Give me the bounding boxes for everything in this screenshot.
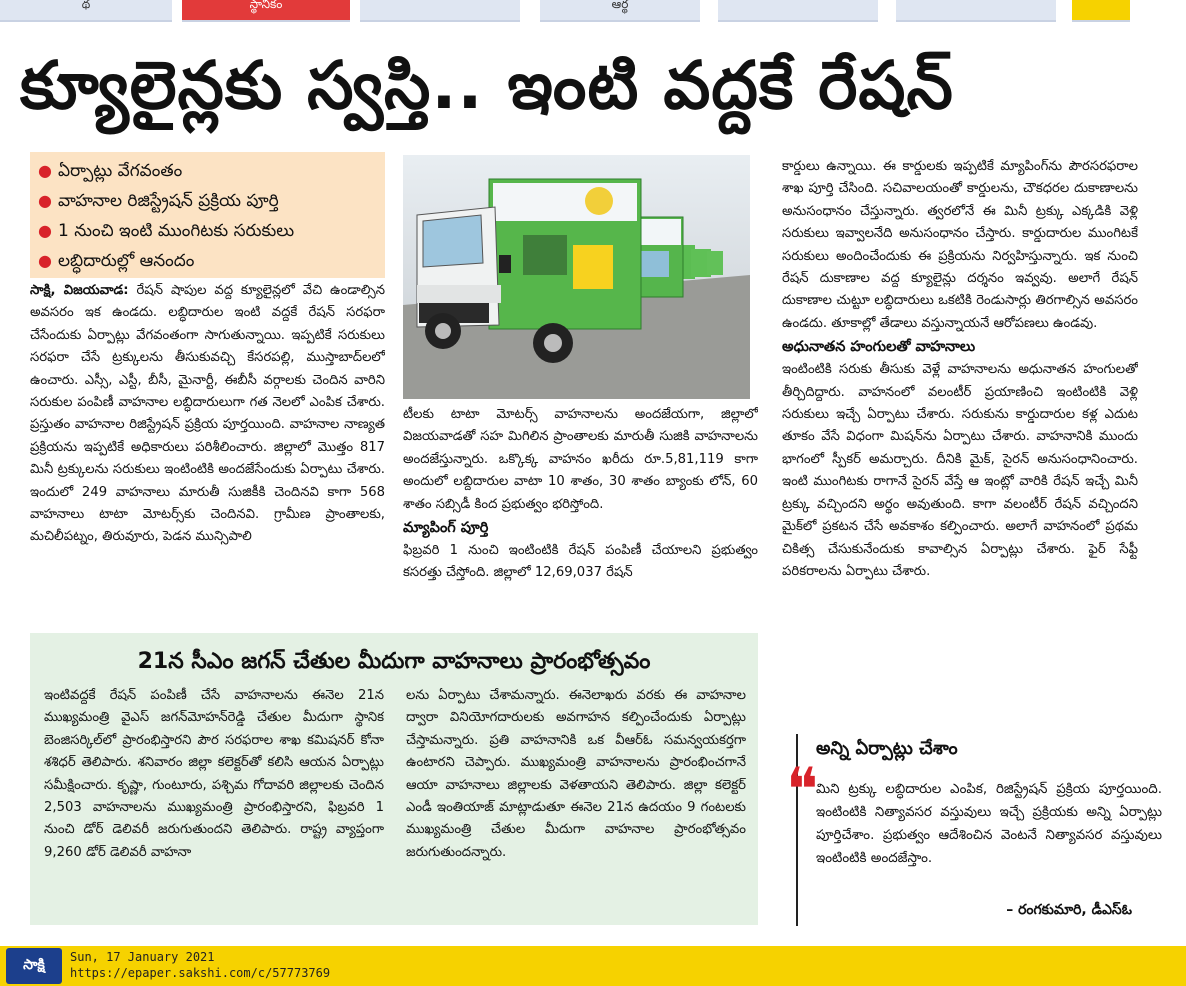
subheading: అధునాతన హంగులతో వాహనాలు: [782, 339, 976, 356]
highlight-item: ● లబ్ధిదారుల్లో ఆనందం: [38, 251, 195, 271]
quote-mark-icon: ❝: [786, 755, 819, 825]
highlight-item: ● ఏర్పాట్లు వేగవంతం: [38, 161, 183, 181]
article-column-2: [403, 404, 758, 616]
edition-date: Sun, 17 January 2021: [70, 950, 215, 964]
nav-tab[interactable]: [1072, 0, 1130, 22]
highlight-item: ● 1 నుంచి ఇంటి ముంగిటకు సరుకులు: [38, 221, 295, 241]
article-text: ఇంటివద్దకే రేషన్ పంపిణీ చేసే వాహనాలను ఈనెల 21న ముఖ్యమంత్రి వైఎస్ జగన్‌మోహన్‌రెడ్డి చేతుల మీదుగా స్థానిక బెంజిసర్కిల్‌లో ప్రారంభిస్తారని పౌర సరఫరాల శాఖ కమిషనర్ కోనా శశిధర్ తెలిపారు. శనివారం జిల్లా కలెక్టర్‌తో కలిసి ఆయన ఏర్పాట్లు సమీక్షించారు. కృష్ణా, గుంటూరు, పశ్చిమ గోదావరి జిల్లాలకు చెందిన 2,503 వాహనాలను ముఖ్యమంత్రి ప్రారంభిస్తారని, ఫిబ్రవరి 1 నుంచి డోర్ డెలివరీ జరుగుతుందని తెలిపారు. రాష్ట్ర వ్యాప్తంగా 9,260 డోర్ డెలివరీ వాహనా: [44, 688, 384, 860]
sakshi-logo: సాక్షి: [6, 948, 62, 984]
ration-trucks-photo: [403, 155, 750, 399]
section-nav: [0, 0, 1186, 28]
dateline: సాక్షి, విజయవాడ:: [30, 283, 129, 298]
quote-title: అన్ని ఏర్పాట్లు చేశాం: [816, 738, 958, 759]
edition-url[interactable]: https://epaper.sakshi.com/c/57773769: [70, 966, 331, 980]
article-column-1: [30, 280, 385, 616]
nav-tab[interactable]: [718, 0, 878, 22]
article-text: ఫిబ్రవరి 1 నుంచి ఇంటింటికి రేషన్ పంపిణీ చేయాలని ప్రభుత్వం కసరత్తు చేస్తోంది. జిల్లాలో 12,69,037 రేషన్: [403, 543, 758, 581]
box-column-1: [44, 685, 384, 909]
nav-tab[interactable]: [360, 0, 520, 22]
box-column-2: [406, 685, 746, 909]
highlights-box: [30, 152, 385, 278]
bullet-icon: ●: [38, 191, 52, 210]
nav-tab[interactable]: థ: [0, 0, 172, 22]
bullet-icon: ●: [38, 251, 52, 270]
quote-author: – రంగకుమారి, డీఎస్ఓ: [1006, 902, 1132, 918]
article-column-3: [782, 156, 1138, 710]
nav-tab[interactable]: ఆర్థ: [540, 0, 700, 22]
article-text: రేషన్ షాపుల వద్ద క్యూలైన్లలో వేచి ఉండాల్సిన అవసరం ఇక ఉండదు. లబ్ధిదారుల ఇంటి వద్దకే రేషన్ సరఫరా చేసేందుకు ఏర్పాట్లు వేగవంతంగా సాగుతున్నాయి. ఇప్పటికే సరుకులు సరఫరా చేసే ట్రక్కులను తీసుకువచ్చి కేసరపల్లి, ముస్తాబాద్‌లలో ఉంచారు. ఎస్సీ, ఎస్టీ, బీసీ, మైనార్టీ, ఈబీసీ వర్గాలకు చెందిన వారిని సరుకుల పంపిణీ వాహనాల లబ్ధిదారులుగా గత నెలలో ఎంపిక చేశారు. ప్రస్తుతం వాహనాల రిజిస్ట్రేషన్ ప్రక్రియ పూర్తయింది. వాహనాల నాణ్యత ప్రక్రియను ఇప్పటికే అధికారులు పరిశీలించారు. జిల్లాలో మొత్తం 817 మినీ ట్రక్కులను సరుకులు ఇంటింటికి అందజేసేందుకు ఏర్పాటు చేశారు. ఇందులో 249 వాహనాలు మారుతీ సుజికీకి చెందినవి కాగా 568 వాహనాలు టాటా మోటర్స్‌కు చెందినవి. గ్రామీణ ప్రాంతాలకు, మచిలీపట్నం, తిరువూరు, పెడన మున్సిపాలి: [30, 283, 385, 545]
article-text: ఇంటింటికి సరుకు తీసుకు వెళ్లే వాహనాలను అధునాతన హంగులతో తీర్చిదిద్దారు. వాహనంలో వలంటీర్ ప్రయాణించి ఇంటింటికి వెళ్లి సరుకులు ఇచ్చే ఏర్పాటు చేశారు. సరుకును కార్డుదారుల కళ్ల ఎదుట తూకం వేసే విధంగా మిషన్‌ను ఏర్పాటు చేశారు. వాహనానికి ముందు భాగంలో స్పీకర్ అమర్చారు. దీనికి మైక్, సైరన్ అనుసంధానించారు. ఇంటి ముంగిటకు రాగానే సైరన్ వేస్తే ఆ ఇంట్లో వారికి రేషన్ ఇచ్చే మినీ ట్రక్కు వచ్చిందని అర్థం అవుతుంది. కాగా వలంటీర్ రేషన్ వచ్చిందని మైక్‌లో ప్రకటన చేసే అవకాశం కల్పించారు. అలాగే వాహనంలో ప్రథమ చికిత్స చేసుకునేందుకు కావాల్సిన ఏర్పాట్లు చేశారు. ఫైర్ సేఫ్టీ పరికరాలను ఏర్పాటు చేశారు.: [782, 362, 1138, 579]
footer-bar: [0, 946, 1186, 986]
headline: క్యూలైన్లకు స్వస్తి.. ఇంటి వద్దకే రేషన్: [20, 47, 954, 124]
nav-tab[interactable]: [896, 0, 1056, 22]
bullet-icon: ●: [38, 161, 52, 180]
bullet-icon: ●: [38, 221, 52, 240]
nav-tab-active[interactable]: స్థానికం: [182, 0, 350, 22]
article-text: లను ఏర్పాటు చేశామన్నారు. ఈనెలాఖరు వరకు ఈ వాహనాల ద్వారా వినియోగదారులకు అవగాహన కల్పించేందుకు ఏర్పాట్లు చేస్తామన్నారు. ప్రతి వాహనానికి ఒక వీఆర్‌ఓ సమన్వయకర్తగా ఉంటారని చెప్పారు. ముఖ్యమంత్రి వాహనాలను ప్రారంభించగానే ఆయా వాహనాలు జిల్లాలకు వెళతాయని తెలిపారు. జిల్లా కలెక్టర్ ఎండీ ఇంతియాజ్ మాట్లాడుతూ ఈనెల 21న ఉదయం 9 గంటలకు ముఖ్యమంత్రి చేతుల మీదుగా వాహనాల ప్రారంభోత్సవం జరుగుతుందన్నారు.: [406, 688, 746, 860]
article-text: టీలకు టాటా మోటర్స్ వాహనాలను అందజేయగా, జిల్లాలో విజయవాడతో సహ మిగిలిన ప్రాంతాలకు మారుతీ సుజికి వాహనాలను అందజేస్తున్నారు. ఒక్కొక్క వాహనం ఖరీదు రూ.5,81,119 కాగా అందులో లబ్దిదారుల వాటా 10 శాతం, 30 శాతం బ్యాంకు లోన్, 60 శాతం సబ్సిడీ కింద ప్రభుత్వం భరిస్తోంది.: [403, 407, 758, 512]
article-text: కార్డులు ఉన్నాయి. ఈ కార్డులకు ఇప్పటికే మ్యాపింగ్‌ను పౌరసరఫరాల శాఖ పూర్తి చేసింది. సచివాలయంతో కార్డులను, చౌకధరల దుకాణాలను అనుసంధానం చేస్తున్నారు. త్వరలోనే ఈ మినీ ట్రక్కు ఎక్కడికి వెళ్లి సరుకులు ఇవ్వాలనేది అనుసంధానం చేస్తారు. కార్డుదారుల ముంగిటకే సరుకులు అందించేందుకు ఈ ప్రక్రియను నిర్వహిస్తున్నారు. ఇక నుంచి రేషన్ దుకాణాల వద్ద క్యూలైన్లు దర్శనం ఇవ్వవు. అలాగే రేషన్ దుకాణాల చుట్టూ లబ్ధిదారులు ఒకటికి రెండుసార్లు తిరగాల్సిన అవసరం ఉండదు. తూకాల్లో తేడాలు వస్తున్నాయనే ఆరోపణలు ఉండవు.: [782, 159, 1138, 331]
subheading: మ్యాపింగ్ పూర్తి: [403, 520, 489, 537]
sidebar-story-box: [30, 633, 758, 925]
highlight-item: ● వాహనాల రిజిస్ట్రేషన్ ప్రక్రియ పూర్తి: [38, 191, 279, 211]
pull-quote: [782, 726, 1162, 932]
quote-text: మిని ట్రక్కు లబ్ధిదారుల ఎంపిక, రిజిస్ట్రేషన్ ప్రక్రియ పూర్తయింది. ఇంటింటికి నిత్యావసర వస్తువులు ఇచ్చే ప్రక్రియకు అన్ని ఏర్పాట్లు పూర్తిచేశాం. ప్రభుత్వం ఆదేశించిన వెంటనే నిత్యావసర వస్తువులు ఇంటింటికి అందజేస్తాం.: [816, 782, 1162, 866]
box-title: 21న సీఎం జగన్ చేతుల మీదుగా వాహనాలు ప్రారంభోత్సవం: [137, 649, 651, 674]
